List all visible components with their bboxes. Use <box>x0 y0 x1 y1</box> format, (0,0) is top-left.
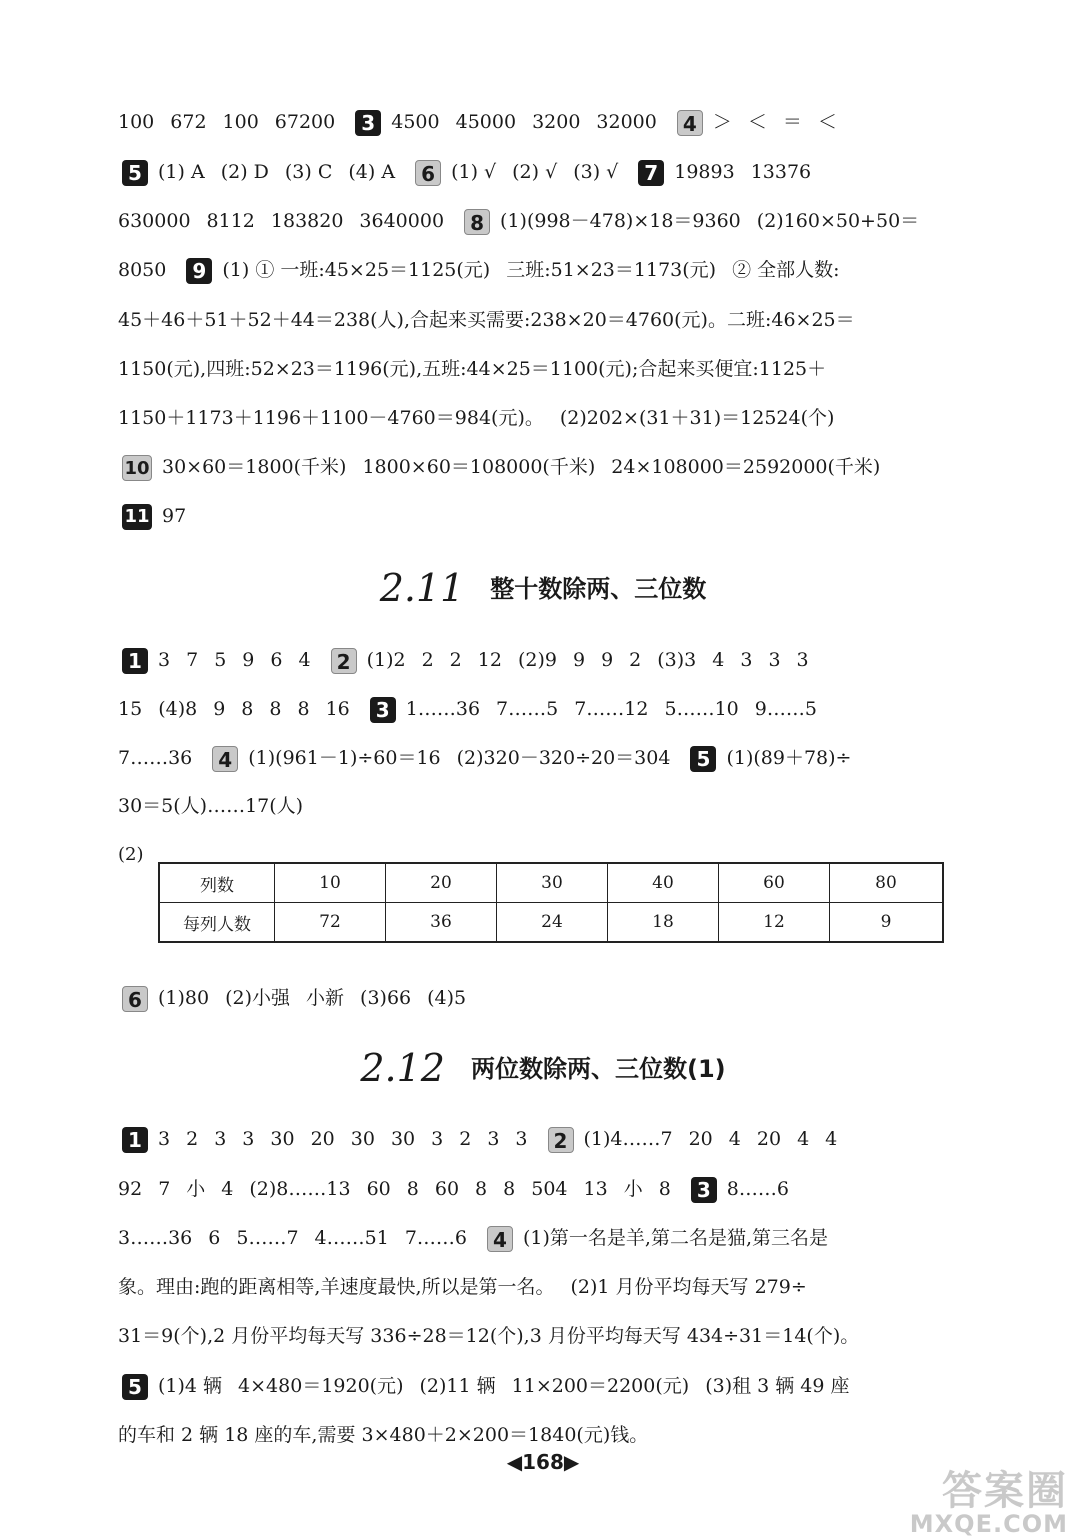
table-cell: 20 <box>386 863 497 903</box>
answer-text: 504 <box>531 1178 568 1200</box>
answer-text: (4) A <box>348 161 396 183</box>
answer-text: 45000 <box>455 111 517 133</box>
answer-text: 9 <box>242 649 255 671</box>
answer-text: 11×200＝2200(元) <box>511 1375 690 1397</box>
answer-text: 3 <box>242 1128 255 1150</box>
answer-text: 31＝9(个),2 月份平均每天写 336÷28＝12(个),3 月份平均每天写 434÷31＝14(个)。 <box>118 1325 860 1347</box>
answer-text: 8112 <box>206 210 255 232</box>
answer-text: 1150(元),四班:52×23＝1196(元),五班:44×25＝1100(元);合起来买便宜:1125＋ <box>118 358 827 380</box>
answer-line <box>118 1372 1006 1400</box>
answer-text: 3 <box>515 1128 528 1150</box>
answer-line <box>118 256 1006 284</box>
answer-text: 30 <box>270 1128 295 1150</box>
answer-text: 32000 <box>596 111 657 133</box>
answer-text: 15 <box>118 698 143 720</box>
answer-text: 8 <box>241 698 254 720</box>
answer-text: 13 <box>583 1178 608 1200</box>
answer-text: (1) A <box>158 161 205 183</box>
answer-text: ＜ <box>747 111 767 133</box>
answer-text: (1) ① 一班:45×25＝1125(元) <box>222 259 491 281</box>
answer-text: 16 <box>325 698 350 720</box>
answer-text: 7……5 <box>496 698 559 720</box>
table-row <box>159 903 943 943</box>
question-number-badge: 10 <box>122 455 152 481</box>
question-number-badge: 5 <box>122 1374 148 1400</box>
answer-text: 2 <box>629 649 642 671</box>
question-number-badge: 5 <box>690 746 716 772</box>
question-number-badge: 4 <box>487 1226 513 1252</box>
answer-text: 20 <box>688 1128 713 1150</box>
answer-text: (3)66 <box>360 987 412 1009</box>
question-number-badge: 3 <box>370 697 396 723</box>
answer-text: 4×480＝1920(元) <box>238 1375 404 1397</box>
row-header-cell: 每列人数 <box>159 903 275 943</box>
answer-line <box>118 207 1006 235</box>
answer-text: 9 <box>601 649 614 671</box>
answer-text: (3) √ <box>573 161 619 183</box>
answer-text: 630000 <box>118 210 191 232</box>
answer-line <box>118 1322 1006 1350</box>
answer-text: 3……36 <box>118 1227 193 1249</box>
table-cell: 10 <box>275 863 386 903</box>
answer-text: ② 全部人数: <box>732 259 840 281</box>
answer-text: 9 <box>213 698 226 720</box>
answer-text: 4 <box>728 1128 741 1150</box>
answer-text: (4)8 <box>158 698 198 720</box>
answer-text: 9……5 <box>754 698 817 720</box>
section-title: 整十数除两、三位数 <box>490 575 707 603</box>
table-cell: 9 <box>830 903 944 943</box>
answer-line <box>118 355 1006 383</box>
answer-text: 4500 <box>391 111 440 133</box>
answer-text: 8 <box>658 1178 671 1200</box>
answer-text: 8 <box>297 698 310 720</box>
answer-text: 30＝5(人)……17(人) <box>118 795 304 817</box>
answer-text: 3 <box>158 1128 171 1150</box>
answer-text: 2 <box>186 1128 199 1150</box>
answer-text: 7……12 <box>574 698 649 720</box>
answer-text: 60 <box>366 1178 391 1200</box>
answer-line <box>118 744 1006 772</box>
answer-text: 4 <box>797 1128 810 1150</box>
answer-line <box>118 1421 1006 1449</box>
question-number-badge: 6 <box>415 160 441 186</box>
answer-text: 1……36 <box>405 698 481 720</box>
answer-text: (1)4 辆 <box>158 1375 223 1397</box>
answer-text: 5……10 <box>664 698 739 720</box>
question-number-badge: 11 <box>122 504 152 530</box>
answer-text: 9 <box>572 649 586 671</box>
answer-text: ＜ <box>817 111 837 133</box>
table-cell: 36 <box>386 903 497 943</box>
answer-text: ＞ <box>712 111 732 133</box>
answer-line <box>118 792 1006 820</box>
answer-text: 30×60＝1800(千米) <box>162 456 347 478</box>
answer-text: (3)租 3 辆 49 座 <box>705 1375 850 1397</box>
answer-text: 1800×60＝108000(千米) <box>362 456 596 478</box>
answer-text: 3640000 <box>359 210 445 232</box>
answer-line <box>118 453 1006 481</box>
answer-text: (2)11 辆 <box>419 1375 496 1397</box>
answer-text: 3 <box>214 1128 227 1150</box>
answer-text: (3)3 <box>657 649 697 671</box>
answer-text: (1)(998－478)×18＝9360 <box>500 210 741 232</box>
question-number-badge: 6 <box>122 986 148 1012</box>
table-cell: 24 <box>497 903 608 943</box>
answer-text: 小新 <box>306 987 345 1009</box>
answer-text: 183820 <box>270 210 344 232</box>
answer-text: 2 <box>459 1128 472 1150</box>
answer-text: 7 <box>186 649 199 671</box>
table-cell: 80 <box>830 863 944 903</box>
table-cell: 30 <box>497 863 608 903</box>
answer-text: 97 <box>162 505 187 527</box>
page-number: ◀168▶ <box>506 1450 580 1474</box>
answer-text: 8 <box>406 1178 419 1200</box>
answer-text: 92 <box>118 1178 143 1200</box>
answer-text: 60 <box>434 1178 460 1200</box>
answer-text: 3 <box>768 649 781 671</box>
question-number-badge: 9 <box>186 258 212 284</box>
answer-text: 20 <box>310 1128 335 1150</box>
answer-text: 三班:51×23＝1173(元) <box>506 259 717 281</box>
answer-text: 8 <box>503 1178 516 1200</box>
answer-text: 7……36 <box>118 747 193 769</box>
answer-text: 100 <box>118 111 155 133</box>
answer-line <box>118 158 1006 186</box>
answer-line <box>118 502 1006 530</box>
answer-text: 4 <box>712 649 725 671</box>
answer-text: (2)9 <box>517 649 557 671</box>
question-number-badge: 4 <box>212 746 238 772</box>
question-number-badge: 1 <box>122 648 148 674</box>
answer-text: (1)80 <box>158 987 210 1009</box>
section-title: 两位数除两、三位数(1) <box>470 1055 726 1083</box>
answer-text: 8 <box>475 1178 488 1200</box>
answer-text: 的车和 2 辆 18 座的车,需要 3×480＋2×200＝1840(元)钱。 <box>118 1424 649 1446</box>
answer-text: (1)第一名是羊,第二名是猫,第三名是 <box>523 1227 828 1249</box>
answer-text: 24×108000＝2592000(千米) <box>611 456 881 478</box>
answer-text: 8……6 <box>726 1178 789 1200</box>
answer-line <box>118 1125 1006 1153</box>
answer-line <box>118 984 1006 1012</box>
watermark-logo <box>910 1470 1068 1537</box>
answer-text: (1)(89＋78)÷ <box>726 747 852 769</box>
answer-text: 8050 <box>118 259 167 281</box>
answer-text: 4 <box>298 649 311 671</box>
question-number-badge: 4 <box>677 110 703 136</box>
table-cell: 72 <box>275 903 386 943</box>
answer-text: 19893 <box>674 161 735 183</box>
answer-text: 7……6 <box>404 1227 467 1249</box>
answer-text: 3 <box>487 1128 500 1150</box>
question-number-badge: 1 <box>122 1127 148 1153</box>
answer-text: (2) √ <box>512 161 558 183</box>
answer-text: (2)320－320÷20＝304 <box>456 747 671 769</box>
answer-text: 13376 <box>750 161 812 183</box>
table-label: (2) <box>118 844 144 865</box>
question-number-badge: 2 <box>331 648 357 674</box>
answer-text: ＝ <box>782 111 802 133</box>
answer-text: 4……51 <box>314 1227 389 1249</box>
answer-line <box>118 108 1006 136</box>
table-row <box>159 863 943 903</box>
question-number-badge: 2 <box>548 1127 574 1153</box>
answer-text: (1)4……7 <box>583 1128 673 1150</box>
answer-text: 小 <box>623 1178 643 1200</box>
section-heading-2-11 <box>0 566 1086 610</box>
section-number: 2.11 <box>379 566 465 610</box>
answer-text: (2)160×50+50＝ <box>756 210 920 232</box>
table-cell: 18 <box>608 903 719 943</box>
answer-text: 100 <box>222 111 259 133</box>
answer-text: (3) C <box>284 161 333 183</box>
question-number-badge: 3 <box>355 110 381 136</box>
answer-text: 12 <box>477 649 502 671</box>
answer-text: (4)5 <box>427 987 467 1009</box>
answer-text: 小 <box>186 1178 206 1200</box>
answer-text: 4 <box>221 1178 234 1200</box>
answer-text: 7 <box>158 1178 171 1200</box>
answer-text: 3 <box>796 649 809 671</box>
answer-text: 6 <box>270 649 283 671</box>
answer-text: 2 <box>421 649 434 671</box>
answer-text: (1)2 <box>366 649 406 671</box>
answer-text: (2)8……13 <box>249 1178 351 1200</box>
watermark-url: MXQE.COM <box>909 1510 1068 1538</box>
answer-line <box>118 1273 1006 1301</box>
answer-text: 672 <box>170 111 207 133</box>
answer-text: (1) √ <box>451 161 497 183</box>
question-number-badge: 3 <box>691 1177 717 1203</box>
answer-text: 象。理由:跑的距离相等,羊速度最快,所以是第一名。 <box>118 1276 555 1298</box>
question-number-badge: 8 <box>464 209 490 235</box>
answer-text: (2)小强 <box>225 987 291 1009</box>
answer-text: (2)202×(31＋31)＝12524(个) <box>559 407 835 429</box>
answer-text: 1150＋1173＋1196＋1100－4760＝984(元)。 <box>118 407 544 429</box>
answer-text: 67200 <box>274 111 336 133</box>
answer-line <box>118 695 1006 723</box>
watermark-text: 答案圈 <box>942 1468 1068 1514</box>
question-number-badge: 7 <box>638 160 664 186</box>
answer-text: 5……7 <box>236 1227 299 1249</box>
answer-text: 6 <box>208 1227 221 1249</box>
answer-text: 3 <box>740 649 753 671</box>
answer-text: (2)1 月份平均每天写 279÷ <box>570 1276 807 1298</box>
answer-text: 2 <box>449 649 462 671</box>
answer-text: (2) D <box>220 161 269 183</box>
answer-line <box>118 1224 1006 1252</box>
answer-text: 4 <box>825 1128 838 1150</box>
answer-text: 5 <box>214 649 227 671</box>
table-cell: 12 <box>719 903 830 943</box>
table-cell: 40 <box>608 863 719 903</box>
question-number-badge: 5 <box>122 160 148 186</box>
answer-text: 30 <box>390 1128 416 1150</box>
section-number: 2.12 <box>360 1046 445 1090</box>
answer-line <box>118 1175 1006 1203</box>
answer-text: 3 <box>158 649 171 671</box>
answer-text: 3200 <box>532 111 581 133</box>
answer-text: 3 <box>431 1128 444 1150</box>
row-header-cell: 列数 <box>159 863 275 903</box>
answer-line <box>118 646 1006 674</box>
section-heading-2-12 <box>0 1046 1086 1090</box>
answer-table <box>158 862 944 943</box>
answer-line <box>118 306 1006 334</box>
answer-text: 45＋46＋51＋52＋44＝238(人),合起来买需要:238×20＝4760(元)。二班:46×25＝ <box>118 309 855 331</box>
answer-text: 30 <box>350 1128 375 1150</box>
answer-text: (1)(961－1)÷60＝16 <box>248 747 441 769</box>
table-cell: 60 <box>719 863 830 903</box>
answer-text: 20 <box>756 1128 782 1150</box>
answer-line <box>118 404 1006 432</box>
answer-text: 8 <box>269 698 282 720</box>
